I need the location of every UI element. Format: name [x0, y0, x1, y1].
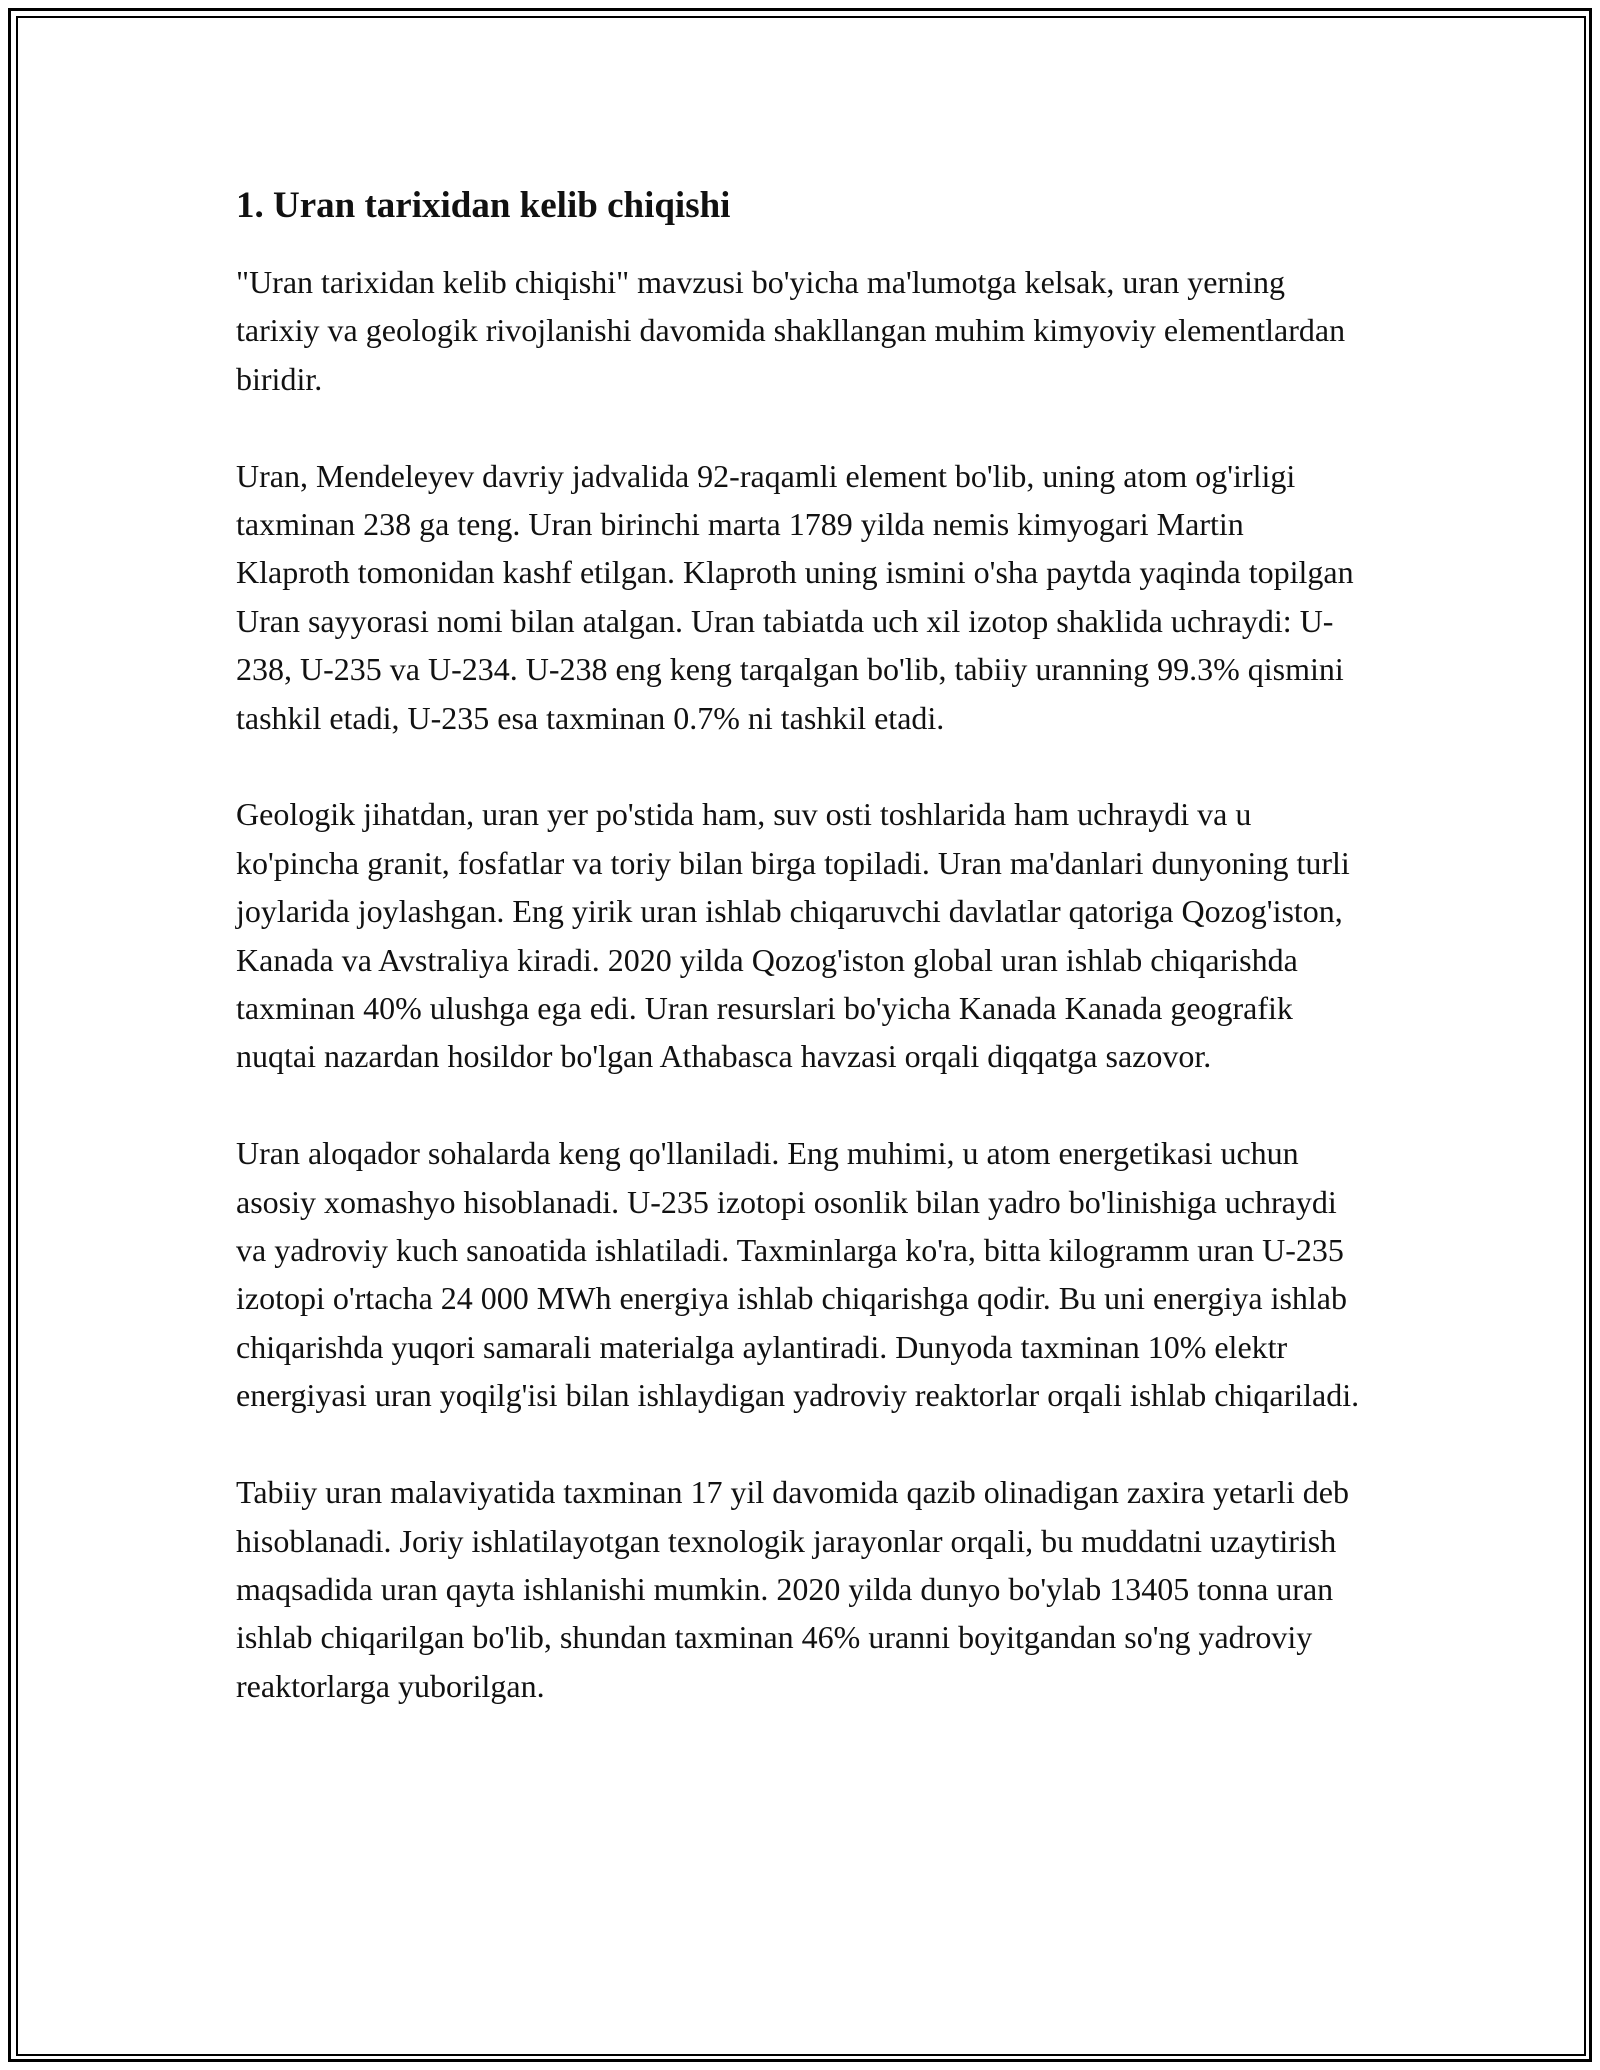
- paragraph-element-properties: Uran, Mendeleyev davriy jadvalida 92-raqamli element bo'lib, uning atom og'irligi taxminan 238 ga teng. Uran birinchi marta 1789 yilda nemis kimyogari Martin Klaproth tomonidan kashf etilgan. Klaproth uning ismini o'sha paytda yaqinda topilgan Uran sayyorasi nomi bilan atalgan. Uran tabiatda uch xil izotop shaklida uchraydi: U-238, U-235 va U-234. U-238 eng keng tarqalgan bo'lib, tabiiy uranning 99.3% qismini tashkil etadi, U-235 esa taxminan 0.7% ni tashkil etadi.: [236, 457, 1354, 736]
- paragraph-applications: Uran aloqador sohalarda keng qo'llaniladi. Eng muhimi, u atom energetikasi uchun asosiy xomashyo hisoblanadi. U-235 izotopi osonlik bilan yadro bo'linishiga uchraydi va yadroviy kuch sanoatida ishlatiladi. Taxminlarga ko'ra, bitta kilogramm uran U-235 izotopi o'rtacha 24 000 MWh energiya ishlab chiqarishga qodir. Bu uni energiya ishlab chiqarishda yuqori samarali materialga aylantiradi. Dunyoda taxminan 10% elektr energiyasi uran yoqilg'isi bilan ishlaydigan yadroviy reaktorlar orqali ishlab chiqariladi.: [236, 1135, 1360, 1414]
- section-heading: 1. Uran tarixidan kelib chiqishi: [236, 185, 731, 226]
- document-body: [236, 184, 1364, 1759]
- paragraph-reserves: Tabiiy uran malaviyatida taxminan 17 yil davomida qazib olinadigan zaxira yetarli deb hisoblanadi. Joriy ishlatilayotgan texnologik jarayonlar orqali, bu muddatni uzaytirish maqsadida uran qayta ishlanishi mumkin. 2020 yilda dunyo bo'ylab 13405 tonna uran ishlab chiqarilgan bo'lib, shundan taxminan 46% uranni boyitgandan so'ng yadroviy reaktorlarga yuborilgan.: [236, 1474, 1349, 1704]
- paragraph-geology: Geologik jihatdan, uran yer po'stida ham, suv osti toshlarida ham uchraydi va u ko'pincha granit, fosfatlar va toriy bilan birga topiladi. Uran ma'danlari dunyoning turli joylarida joylashgan. Eng yirik uran ishlab chiqaruvchi davlatlar qatoriga Qozog'iston, Kanada va Avstraliya kiradi. 2020 yilda Qozog'iston global uran ishlab chiqarishda taxminan 40% ulushga ega edi. Uran resurslari bo'yicha Kanada Kanada geografik nuqtai nazardan hosildor bo'lgan Athabasca havzasi orqali diqqatga sazovor.: [236, 796, 1350, 1075]
- paragraph-intro: "Uran tarixidan kelib chiqishi" mavzusi bo'yicha ma'lumotga kelsak, uran yerning tarixiy va geologik rivojlanishi davomida shakllangan muhim kimyoviy elementlardan biridir.: [236, 264, 1346, 397]
